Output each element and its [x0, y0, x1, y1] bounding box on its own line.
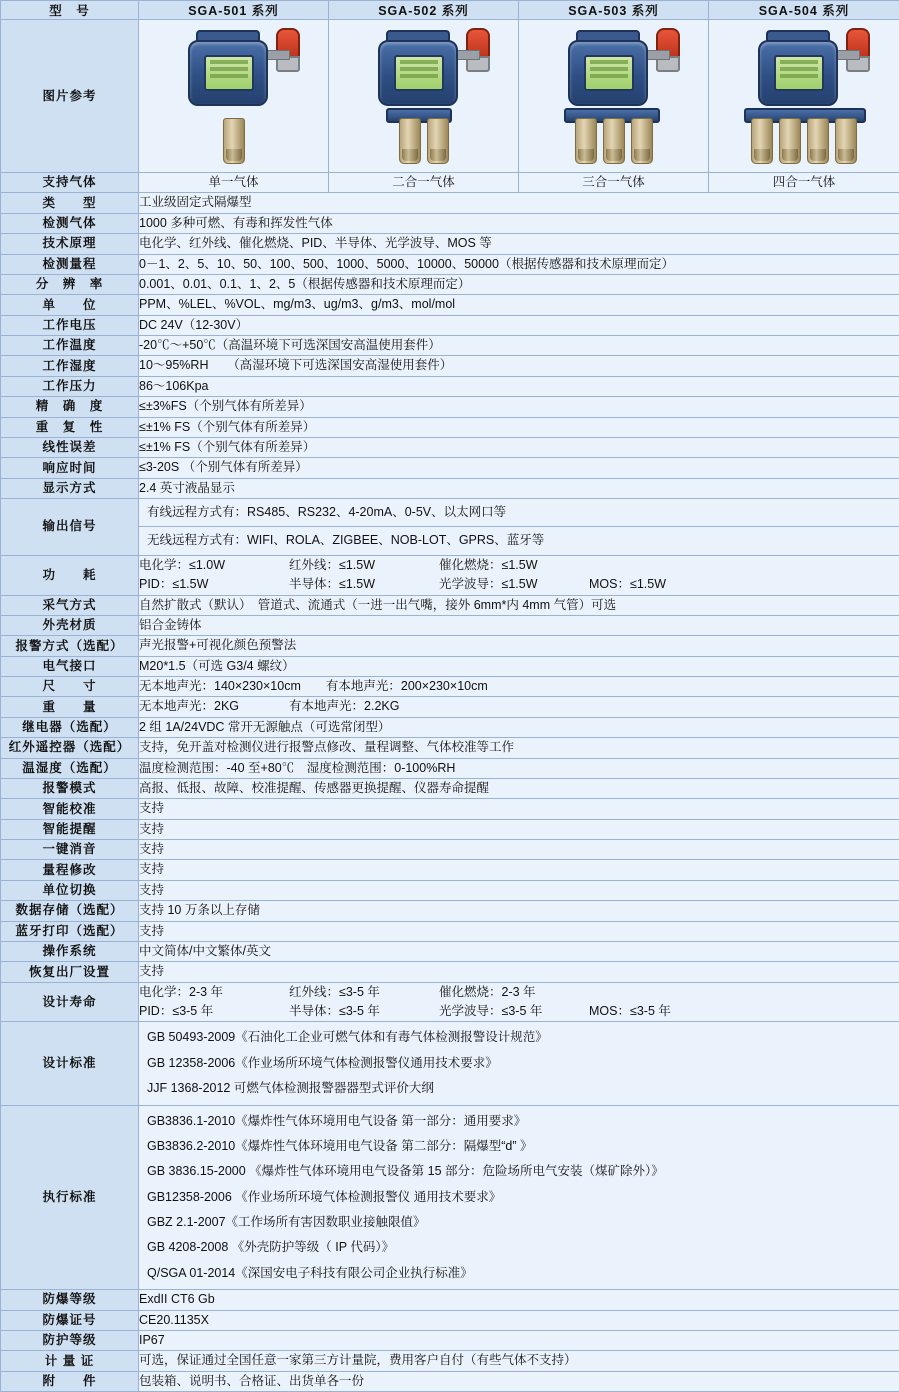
row-value: DC 24V（12-30V） — [139, 315, 899, 335]
life-mos: MOS：≤3-5 年 — [589, 1002, 671, 1021]
table-row — [1, 1330, 899, 1350]
output-wireless: 无线远程方式有：WIFI、ROLA、ZIGBEE、NOB-LOT、GPRS、蓝牙等 — [139, 527, 899, 554]
table-row — [1, 478, 899, 498]
model-label: 型 号 — [1, 1, 139, 20]
row-label: 工作电压 — [1, 315, 139, 335]
row-label: 操作系统 — [1, 941, 139, 961]
design-standards-label: 设计标准 — [1, 1022, 139, 1105]
row-label: 类 型 — [1, 193, 139, 213]
row-value: 1000 多种可燃、有毒和挥发性气体 — [139, 213, 899, 233]
table-row — [1, 921, 899, 941]
table-row — [1, 860, 899, 880]
exec-standard-item: GB3836.2-2010《爆炸性气体环境用电气设备 第二部分：隔爆型“d” 》 — [139, 1134, 899, 1159]
table-row — [1, 376, 899, 396]
gas-detector-icon — [534, 22, 694, 170]
table-row — [1, 356, 899, 376]
supported-gas-502: 二合一气体 — [329, 173, 519, 193]
row-value: 0－1、2、5、10、50、100、500、1000、5000、10000、50000（根据传感器和技术原理而定） — [139, 254, 899, 274]
table-row — [1, 1310, 899, 1330]
row-value: 支持 — [139, 962, 899, 982]
row-value: 无本地声光：140×230×10cm 有本地声光：200×230×10cm — [139, 677, 899, 697]
life-pid: PID：≤3-5 年 — [139, 1002, 289, 1021]
table-row-lifetime — [1, 982, 899, 1022]
row-value: 无本地声光：2KG 有本地声光：2.2KG — [139, 697, 899, 717]
table-row — [1, 778, 899, 798]
row-label: 分 辨 率 — [1, 274, 139, 294]
row-value: 自然扩散式（默认） 管道式、流通式（一进一出气嘴，接外 6mm*内 4mm 气管）可选 — [139, 595, 899, 615]
table-row — [1, 1290, 899, 1310]
life-catalytic: 催化燃烧：2-3 年 — [439, 983, 589, 1002]
row-value: 86～106Kpa — [139, 376, 899, 396]
table-row — [1, 295, 899, 315]
design-standard-item: GB 50493-2009《石油化工企业可燃气体和有毒气体检测报警设计规范》 — [139, 1025, 899, 1050]
design-standard-item: JJF 1368-2012 可燃气体检测报警器器型式评价大纲 — [139, 1076, 899, 1101]
supported-gas-503: 三合一气体 — [519, 173, 709, 193]
row-label: 一键消音 — [1, 840, 139, 860]
row-label: 工作压力 — [1, 376, 139, 396]
row-value: ≤±3%FS（个别气体有所差异） — [139, 397, 899, 417]
row-value: 支持 — [139, 921, 899, 941]
table-row — [1, 315, 899, 335]
exec-standard-item: GBZ 2.1-2007《工作场所有害因数职业接触限值》 — [139, 1210, 899, 1235]
life-semiconductor: 半导体：≤3-5 年 — [289, 1002, 439, 1021]
table-row — [1, 880, 899, 900]
table-row — [1, 437, 899, 457]
supported-gas-501: 单一气体 — [139, 173, 329, 193]
table-row — [1, 677, 899, 697]
device-image-501 — [139, 20, 329, 173]
table-row — [1, 234, 899, 254]
gas-detector-icon — [154, 22, 314, 170]
table-row — [1, 656, 899, 676]
row-label: 继电器（选配） — [1, 717, 139, 737]
row-value: 高报、低报、故障、校准提醒、传感器更换提醒、仪器寿命提醒 — [139, 778, 899, 798]
power-optical: 光学波导：≤1.5W — [439, 575, 589, 594]
row-value: CE20.1135X — [139, 1310, 899, 1330]
row-label: 工作温度 — [1, 336, 139, 356]
row-value: 可选，保证通过全国任意一家第三方计量院，费用客户自付（有些气体不支持） — [139, 1351, 899, 1371]
exec-standard-item: Q/SGA 01-2014《深国安电子科技有限公司企业执行标准》 — [139, 1261, 899, 1286]
table-row-model-header — [1, 1, 899, 20]
life-infrared: 红外线：≤3-5 年 — [289, 983, 439, 1002]
table-row-images — [1, 20, 899, 173]
exec-standard-item: GB3836.1-2010《爆炸性气体环境用电气设备 第一部分：通用要求》 — [139, 1109, 899, 1134]
gas-detector-icon — [344, 22, 504, 170]
table-row-design-standards — [1, 1022, 899, 1105]
row-label: 数据存储（选配） — [1, 901, 139, 921]
table-row — [1, 193, 899, 213]
table-row — [1, 636, 899, 656]
row-label: 采气方式 — [1, 595, 139, 615]
design-standards-value — [139, 1022, 899, 1105]
row-label: 蓝牙打印（选配） — [1, 921, 139, 941]
output-signal-label: 输出信号 — [1, 499, 139, 556]
table-row — [1, 758, 899, 778]
output-signal-value — [139, 499, 899, 556]
table-row — [1, 213, 899, 233]
row-label: 报警方式（选配） — [1, 636, 139, 656]
row-value: M20*1.5（可选 G3/4 螺纹） — [139, 656, 899, 676]
row-value: PPM、%LEL、%VOL、mg/m3、ug/m3、g/m3、mol/mol — [139, 295, 899, 315]
row-value: ExdII CT6 Gb — [139, 1290, 899, 1310]
life-electrochemical: 电化学：2-3 年 — [139, 983, 289, 1002]
row-value: ≤3-20S （个别气体有所差异） — [139, 458, 899, 478]
table-row — [1, 254, 899, 274]
exec-standard-item: GB 3836.15-2000 《爆炸性气体环境用电气设备第 15 部分：危险场所电气安装（煤矿除外）》 — [139, 1159, 899, 1184]
table-row-output-signal — [1, 499, 899, 556]
row-value: 支持 — [139, 840, 899, 860]
output-wired: 有线远程方式有：RS485、RS232、4-20mA、0-5V、以太网口等 — [139, 499, 899, 527]
gas-detector-icon — [724, 22, 884, 170]
supported-gas-504: 四合一气体 — [709, 173, 899, 193]
row-value: ≤±1% FS（个别气体有所差异） — [139, 417, 899, 437]
row-label: 单 位 — [1, 295, 139, 315]
power-label: 功 耗 — [1, 555, 139, 595]
table-row — [1, 941, 899, 961]
row-value: 包装箱、说明书、合格证、出货单各一份 — [139, 1371, 899, 1391]
table-row — [1, 274, 899, 294]
row-label: 防爆等级 — [1, 1290, 139, 1310]
row-value: 铝合金铸体 — [139, 615, 899, 635]
row-value: IP67 — [139, 1330, 899, 1350]
row-label: 重 量 — [1, 697, 139, 717]
table-row — [1, 799, 899, 819]
row-label: 防护等级 — [1, 1330, 139, 1350]
exec-standard-item: GB 4208-2008 《外壳防护等级（ IP 代码）》 — [139, 1235, 899, 1260]
power-pid: PID：≤1.5W — [139, 575, 289, 594]
exec-standard-item: GB12358-2006 《作业场所环境气体检测报警仪 通用技术要求》 — [139, 1185, 899, 1210]
power-catalytic: 催化燃烧：≤1.5W — [439, 556, 589, 575]
row-label: 尺 寸 — [1, 677, 139, 697]
table-row — [1, 1351, 899, 1371]
row-value: 2.4 英寸液晶显示 — [139, 478, 899, 498]
table-row — [1, 1371, 899, 1391]
row-label: 线性误差 — [1, 437, 139, 457]
design-standard-item: GB 12358-2006《作业场所环境气体检测报警仪通用技术要求》 — [139, 1051, 899, 1076]
table-row — [1, 840, 899, 860]
row-label: 附 件 — [1, 1371, 139, 1391]
row-label: 报警模式 — [1, 778, 139, 798]
row-value: 支持 — [139, 860, 899, 880]
row-value: 支持 — [139, 819, 899, 839]
row-value: ≤±1% FS（个别气体有所差异） — [139, 437, 899, 457]
table-row — [1, 336, 899, 356]
row-value: 支持，免开盖对检测仪进行报警点修改、量程调整、气体校准等工作 — [139, 738, 899, 758]
row-value: -20℃～+50℃（高温环境下可选深国安高温使用套件） — [139, 336, 899, 356]
table-row-exec-standards — [1, 1105, 899, 1290]
device-image-502 — [329, 20, 519, 173]
row-label: 外壳材质 — [1, 615, 139, 635]
row-value: 温度检测范围：-40 至+80℃ 湿度检测范围：0-100%RH — [139, 758, 899, 778]
model-502: SGA-502 系列 — [329, 1, 519, 20]
table-row — [1, 717, 899, 737]
power-electrochemical: 电化学：≤1.0W — [139, 556, 289, 575]
row-value: 支持 — [139, 880, 899, 900]
row-value: 工业级固定式隔爆型 — [139, 193, 899, 213]
row-value: 电化学、红外线、催化燃烧、PID、半导体、光学波导、MOS 等 — [139, 234, 899, 254]
row-label: 恢复出厂设置 — [1, 962, 139, 982]
row-value: 声光报警+可视化颜色预警法 — [139, 636, 899, 656]
table-row — [1, 458, 899, 478]
power-value — [139, 555, 899, 595]
row-value: 支持 10 万条以上存储 — [139, 901, 899, 921]
device-image-504 — [709, 20, 899, 173]
row-value: 10～95%RH （高湿环境下可选深国安高湿使用套件） — [139, 356, 899, 376]
model-504: SGA-504 系列 — [709, 1, 899, 20]
row-label: 红外遥控器（选配） — [1, 738, 139, 758]
row-label: 计 量 证 — [1, 1351, 139, 1371]
table-row — [1, 397, 899, 417]
row-value: 支持 — [139, 799, 899, 819]
row-label: 重 复 性 — [1, 417, 139, 437]
row-label: 精 确 度 — [1, 397, 139, 417]
table-row-supported-gas — [1, 173, 899, 193]
table-row — [1, 901, 899, 921]
model-503: SGA-503 系列 — [519, 1, 709, 20]
row-label: 响应时间 — [1, 458, 139, 478]
row-label: 技术原理 — [1, 234, 139, 254]
row-value: 0.001、0.01、0.1、1、2、5（根据传感器和技术原理而定） — [139, 274, 899, 294]
power-semiconductor: 半导体：≤1.5W — [289, 575, 439, 594]
power-mos: MOS：≤1.5W — [589, 575, 666, 594]
lifetime-label: 设计寿命 — [1, 982, 139, 1022]
power-infrared: 红外线：≤1.5W — [289, 556, 439, 575]
lifetime-value — [139, 982, 899, 1022]
table-row — [1, 962, 899, 982]
table-row — [1, 595, 899, 615]
row-label: 电气接口 — [1, 656, 139, 676]
row-value: 中文简体/中文繁体/英文 — [139, 941, 899, 961]
life-optical: 光学波导：≤3-5 年 — [439, 1002, 589, 1021]
model-501: SGA-501 系列 — [139, 1, 329, 20]
row-label: 显示方式 — [1, 478, 139, 498]
row-label: 单位切换 — [1, 880, 139, 900]
table-row — [1, 697, 899, 717]
image-reference-label: 图片参考 — [1, 20, 139, 173]
row-label: 智能提醒 — [1, 819, 139, 839]
exec-standards-value — [139, 1105, 899, 1290]
row-label: 工作湿度 — [1, 356, 139, 376]
row-label: 检测气体 — [1, 213, 139, 233]
row-label: 智能校准 — [1, 799, 139, 819]
table-row — [1, 417, 899, 437]
row-label: 量程修改 — [1, 860, 139, 880]
supported-gas-label: 支持气体 — [1, 173, 139, 193]
exec-standards-label: 执行标准 — [1, 1105, 139, 1290]
table-row — [1, 738, 899, 758]
row-value: 2 组 1A/24VDC 常开无源触点（可选常闭型） — [139, 717, 899, 737]
row-label: 防爆证号 — [1, 1310, 139, 1330]
row-label: 检测量程 — [1, 254, 139, 274]
table-row — [1, 819, 899, 839]
table-row — [1, 615, 899, 635]
table-row-power — [1, 555, 899, 595]
device-image-503 — [519, 20, 709, 173]
row-label: 温湿度（选配） — [1, 758, 139, 778]
